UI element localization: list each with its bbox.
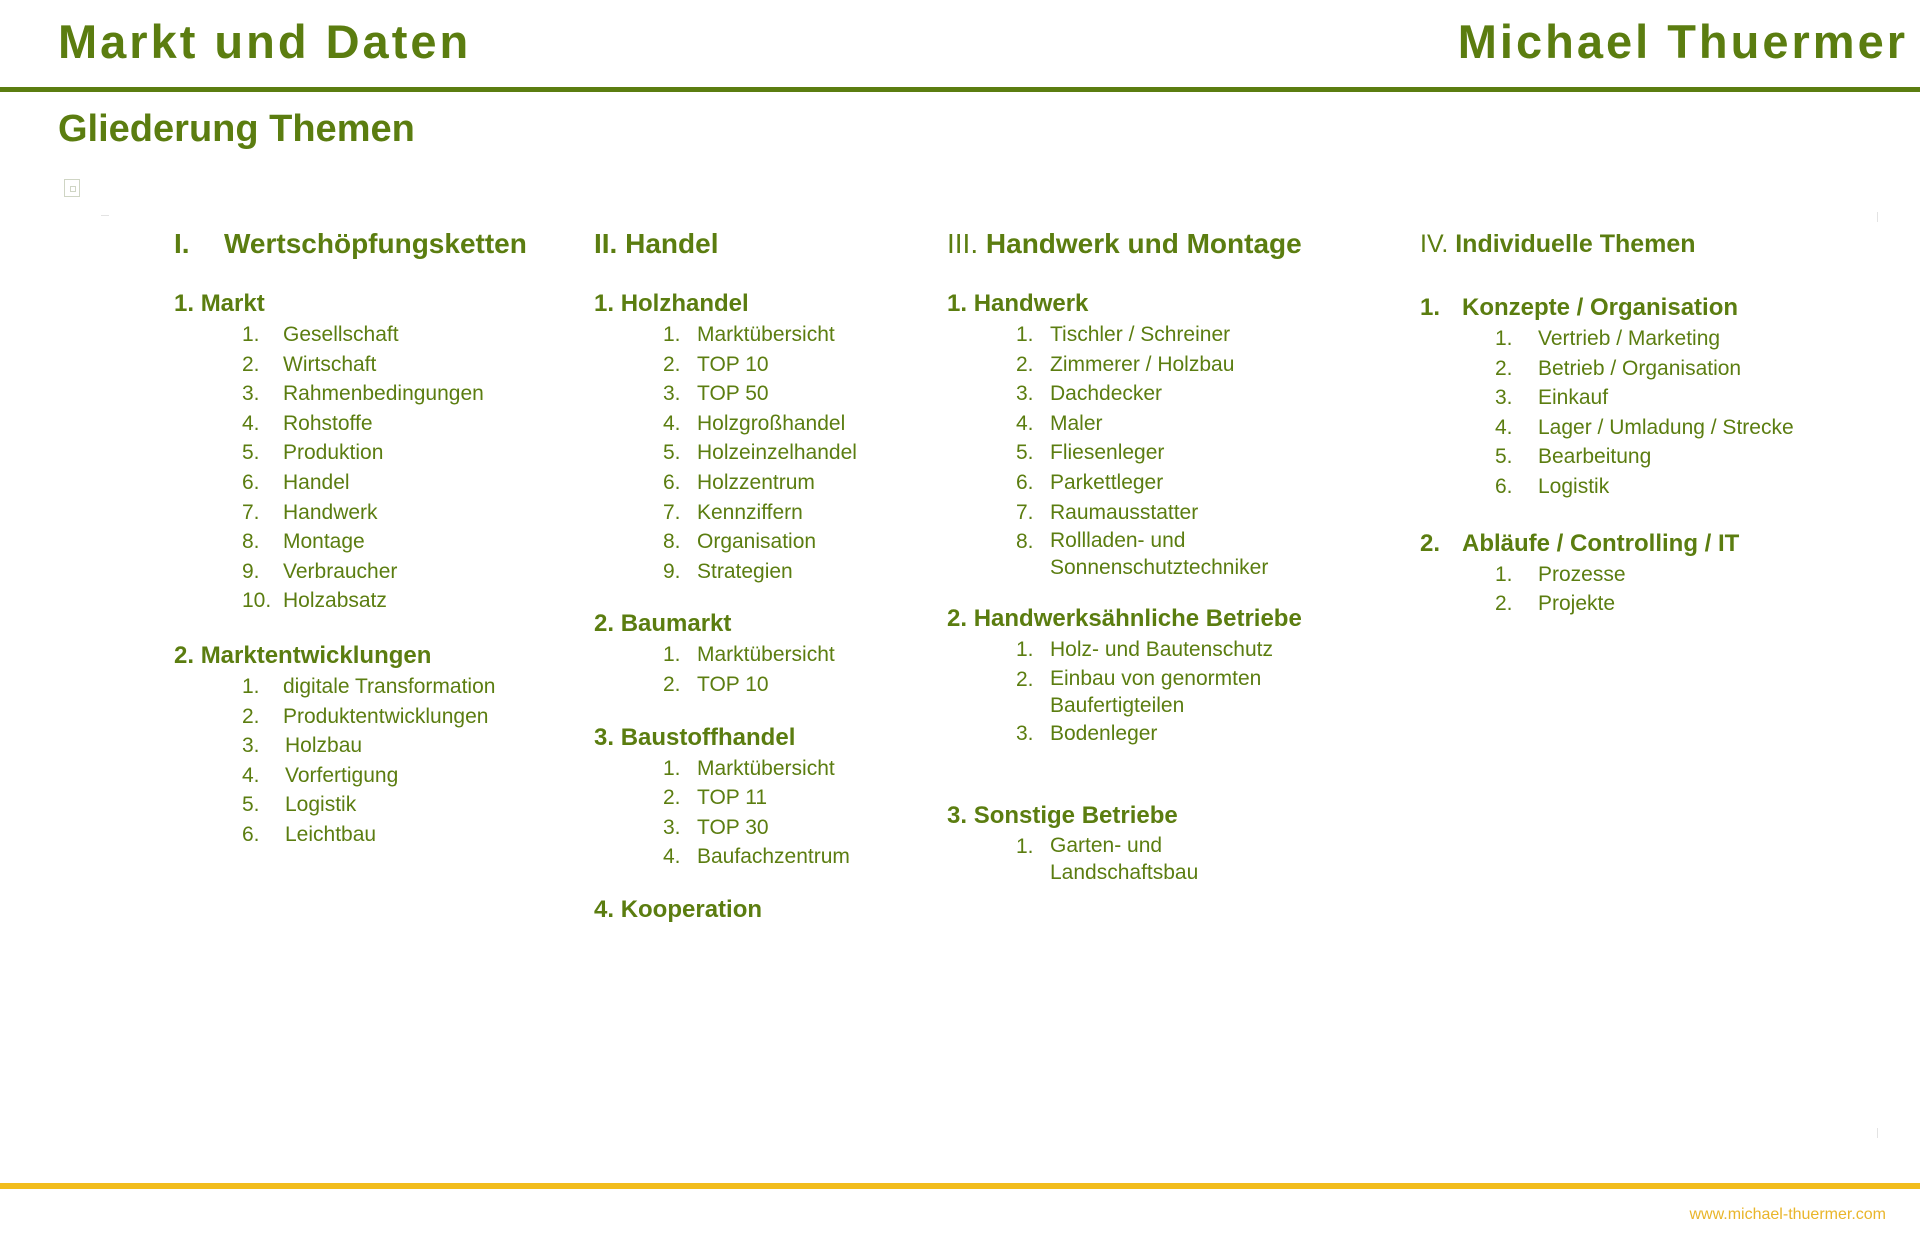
item-text: Kennziffern xyxy=(697,500,803,524)
section-sonstige-betriebe xyxy=(947,800,1302,886)
section-title xyxy=(594,608,857,640)
item-list xyxy=(1495,324,1794,502)
item-text: Strategien xyxy=(697,559,793,583)
item-text: Marktübersicht xyxy=(697,756,835,780)
item-number: 1. xyxy=(1016,638,1034,662)
section-number: 1. xyxy=(1420,294,1441,321)
section-title xyxy=(1420,292,1794,324)
column-wertschoepfungsketten xyxy=(174,224,527,850)
section-number: 4. xyxy=(594,895,615,923)
item-text: Produktion xyxy=(283,441,384,465)
item-number: 1. xyxy=(242,674,260,698)
item-text: Marktübersicht xyxy=(697,643,835,667)
section-title xyxy=(594,894,857,926)
list-item xyxy=(242,350,527,380)
list-item xyxy=(242,498,527,528)
item-number: 1. xyxy=(663,323,681,346)
list-item xyxy=(242,820,527,850)
item-text: Baufachzentrum xyxy=(697,845,850,869)
item-text: Maler xyxy=(1050,411,1103,435)
list-item xyxy=(1016,379,1302,409)
list-item xyxy=(663,557,857,587)
header-left-title: Markt und Daten xyxy=(58,15,472,68)
list-item xyxy=(663,320,857,350)
section-title xyxy=(594,722,857,754)
item-text: Einkauf xyxy=(1538,386,1609,410)
list-item xyxy=(242,468,527,498)
item-text: Logistik xyxy=(285,793,357,817)
item-text: Holzgroßhandel xyxy=(697,411,846,435)
item-text: Leichtbau xyxy=(285,822,377,846)
list-item xyxy=(663,409,857,439)
item-number: 2. xyxy=(1495,592,1513,616)
item-text: Parkettleger xyxy=(1050,470,1164,494)
item-text: Fliesenleger xyxy=(1050,441,1165,465)
item-text: Verbraucher xyxy=(283,559,398,583)
section-title xyxy=(947,800,1302,832)
section-title-text: Abläufe / Controlling / IT xyxy=(1462,529,1740,557)
section-number: 2. xyxy=(947,605,968,633)
item-text: Holzbau xyxy=(285,734,363,758)
item-list xyxy=(1495,560,1794,619)
item-number: 8. xyxy=(663,530,681,554)
column-number: III. xyxy=(947,228,979,259)
item-number: 2. xyxy=(663,672,681,696)
list-item xyxy=(242,672,527,702)
item-number: 2. xyxy=(1495,356,1513,380)
item-text: digitale Transformation xyxy=(283,674,496,698)
section-handwerksaehnliche-betriebe xyxy=(947,603,1302,748)
item-text: Betrieb / Organisation xyxy=(1538,356,1742,380)
item-number: 7. xyxy=(242,500,260,524)
item-number: 9. xyxy=(663,559,681,583)
list-item xyxy=(663,379,857,409)
item-text: TOP 10 xyxy=(697,672,769,696)
list-item xyxy=(663,350,857,380)
list-item xyxy=(663,813,857,843)
image-placeholder-icon xyxy=(64,179,80,197)
column-number: IV. xyxy=(1420,230,1449,258)
item-text: Rollladen- und Sonnenschutztechniker xyxy=(1050,529,1269,580)
item-text: Garten- und Landschaftsbau xyxy=(1050,834,1199,885)
section-title xyxy=(947,603,1302,635)
item-list xyxy=(663,320,857,586)
section-number: 2. xyxy=(1420,529,1441,557)
item-number: 6. xyxy=(1495,474,1513,498)
list-item xyxy=(1016,635,1302,665)
section-title xyxy=(594,288,857,320)
column-title-text: Handwerk und Montage xyxy=(985,228,1302,259)
list-item xyxy=(1016,468,1302,498)
item-number: 4. xyxy=(1495,415,1513,439)
item-number: 8. xyxy=(1016,530,1034,554)
section-title xyxy=(174,640,527,672)
item-number: 4. xyxy=(242,411,260,435)
item-number: 2. xyxy=(663,786,681,810)
section-title-text: Handwerk xyxy=(973,290,1089,317)
item-text: Raumausstatter xyxy=(1050,500,1199,524)
column-individuelle-themen xyxy=(1420,224,1794,619)
item-number: 4. xyxy=(663,845,681,869)
section-title xyxy=(947,288,1302,320)
item-number: 9. xyxy=(242,559,260,583)
item-number: 1. xyxy=(1016,835,1034,859)
section-ablaeufe-controlling-it xyxy=(1420,528,1794,619)
section-title-text: Markt xyxy=(200,290,265,317)
list-item xyxy=(663,527,857,557)
list-item xyxy=(663,498,857,528)
item-text: Wirtschaft xyxy=(283,352,377,376)
item-text: Holz- und Bautenschutz xyxy=(1050,638,1273,662)
item-number: 10. xyxy=(242,589,272,613)
item-number: 5. xyxy=(1495,445,1513,469)
column-title xyxy=(947,224,1302,264)
section-baumarkt xyxy=(594,608,857,699)
column-handwerk-und-montage xyxy=(947,224,1302,886)
item-text: Holzeinzelhandel xyxy=(697,441,857,465)
list-item xyxy=(242,761,527,791)
column-title-text: Wertschöpfungsketten xyxy=(224,228,527,259)
item-list xyxy=(242,320,527,616)
item-number: 4. xyxy=(663,411,681,435)
list-item xyxy=(242,731,527,761)
item-text: Projekte xyxy=(1538,592,1616,616)
item-number: 3. xyxy=(1495,386,1513,410)
item-number: 6. xyxy=(1016,470,1034,494)
column-handel xyxy=(594,224,857,926)
item-text: Holzzentrum xyxy=(697,470,815,494)
item-number: 1. xyxy=(1495,327,1513,350)
column-number: I. xyxy=(174,228,190,259)
list-item xyxy=(242,790,527,820)
item-text: Gesellschaft xyxy=(283,323,399,346)
item-number: 1. xyxy=(663,756,681,780)
item-text: Prozesse xyxy=(1538,562,1626,586)
item-text: Montage xyxy=(283,530,365,554)
item-number: 2. xyxy=(242,704,260,728)
list-item xyxy=(1495,589,1794,619)
section-title-text: Konzepte / Organisation xyxy=(1462,294,1739,321)
corner-mark-top-left xyxy=(101,215,109,216)
list-item xyxy=(1495,383,1794,413)
list-item xyxy=(1016,350,1302,380)
section-number: 1. xyxy=(594,290,615,317)
item-text: TOP 30 xyxy=(697,815,769,839)
item-number: 2. xyxy=(663,352,681,376)
column-title xyxy=(594,224,857,264)
item-number: 2. xyxy=(1016,667,1034,691)
item-list xyxy=(663,754,857,872)
column-title-text: Handel xyxy=(625,228,719,259)
item-number: 2. xyxy=(1016,352,1034,376)
item-number: 3. xyxy=(242,734,260,758)
item-number: 3. xyxy=(663,815,681,839)
list-item xyxy=(663,783,857,813)
item-text: TOP 50 xyxy=(697,382,769,406)
list-item xyxy=(1495,354,1794,384)
item-number: 5. xyxy=(242,441,260,465)
list-item xyxy=(242,438,527,468)
item-text: Bodenleger xyxy=(1050,721,1158,745)
item-text: Vorfertigung xyxy=(285,763,399,787)
item-number: 1. xyxy=(242,323,260,346)
corner-mark-top-right xyxy=(1877,212,1878,222)
list-item xyxy=(663,842,857,872)
item-number: 8. xyxy=(242,530,260,554)
item-list xyxy=(242,672,527,850)
item-text: Einbau von genormten Baufertigteilen xyxy=(1050,666,1262,717)
list-item xyxy=(1495,413,1794,443)
item-number: 6. xyxy=(242,822,260,846)
item-number: 5. xyxy=(242,793,260,817)
item-number: 7. xyxy=(663,500,681,524)
item-text: Rohstoffe xyxy=(283,411,373,435)
column-title xyxy=(174,224,527,264)
section-number: 3. xyxy=(594,723,615,751)
section-title xyxy=(174,288,527,320)
list-item xyxy=(1016,665,1302,719)
list-item xyxy=(1495,442,1794,472)
list-item xyxy=(663,640,857,670)
item-text: Organisation xyxy=(697,530,817,554)
list-item xyxy=(242,320,527,350)
item-text: Dachdecker xyxy=(1050,382,1163,406)
section-baustoffhandel xyxy=(594,722,857,872)
section-title xyxy=(1420,528,1794,560)
item-text: Holzabsatz xyxy=(283,589,387,613)
header-right-title: Michael Thuermer xyxy=(1457,15,1908,68)
item-number: 1. xyxy=(663,643,681,667)
list-item xyxy=(242,702,527,732)
section-title-text: Sonstige Betriebe xyxy=(973,802,1178,830)
list-item xyxy=(1495,472,1794,502)
column-title xyxy=(1420,224,1794,264)
item-text: Handel xyxy=(283,470,350,494)
item-number: 5. xyxy=(663,441,681,465)
item-text: Bearbeitung xyxy=(1538,445,1652,469)
item-number: 4. xyxy=(242,763,260,787)
item-number: 3. xyxy=(1016,721,1034,745)
item-text: Logistik xyxy=(1538,474,1610,498)
item-number: 3. xyxy=(1016,382,1034,406)
list-item xyxy=(242,557,527,587)
header-divider xyxy=(0,87,1920,92)
column-number: II. xyxy=(594,228,618,259)
item-text: Marktübersicht xyxy=(697,323,835,346)
section-marktentwicklungen xyxy=(174,640,527,850)
list-item xyxy=(1495,324,1794,354)
section-holzhandel xyxy=(594,288,857,586)
item-number: 1. xyxy=(1495,562,1513,586)
section-number: 1. xyxy=(947,290,968,317)
item-number: 5. xyxy=(1016,441,1034,465)
list-item xyxy=(1495,560,1794,590)
section-title-text: Baumarkt xyxy=(620,610,732,638)
list-item xyxy=(1016,320,1302,350)
item-text: Zimmerer / Holzbau xyxy=(1050,352,1235,376)
item-number: 1. xyxy=(1016,323,1034,346)
section-title-text: Marktentwicklungen xyxy=(200,641,432,669)
list-item xyxy=(663,438,857,468)
item-number: 4. xyxy=(1016,411,1034,435)
item-list xyxy=(663,640,857,699)
section-number: 3. xyxy=(947,802,968,830)
item-text: Rahmenbedingungen xyxy=(283,382,484,406)
item-number: 2. xyxy=(242,352,260,376)
list-item xyxy=(1016,409,1302,439)
corner-mark-bottom-right xyxy=(1877,1128,1878,1138)
list-item xyxy=(242,527,527,557)
section-kooperation xyxy=(594,894,857,926)
section-handwerk xyxy=(947,288,1302,581)
list-item xyxy=(663,468,857,498)
page-title: Gliederung Themen xyxy=(58,108,415,150)
list-item xyxy=(242,586,527,616)
item-text: Tischler / Schreiner xyxy=(1050,323,1231,346)
list-item xyxy=(242,379,527,409)
list-item xyxy=(1016,719,1302,749)
item-text: TOP 11 xyxy=(697,786,768,810)
section-title-text: Kooperation xyxy=(620,895,763,923)
section-title-text: Baustoffhandel xyxy=(620,723,796,751)
item-text: Lager / Umladung / Strecke xyxy=(1538,415,1794,439)
footer-divider xyxy=(0,1183,1920,1189)
item-number: 6. xyxy=(663,470,681,494)
list-item xyxy=(1016,438,1302,468)
list-item xyxy=(242,409,527,439)
item-text: Handwerk xyxy=(283,500,378,524)
item-text: TOP 10 xyxy=(697,352,769,376)
section-number: 1. xyxy=(174,290,195,317)
list-item xyxy=(1016,527,1302,581)
item-list xyxy=(1016,832,1302,886)
item-text: Vertrieb / Marketing xyxy=(1538,327,1721,350)
section-title-text: Holzhandel xyxy=(620,290,749,317)
section-title-text: Handwerksähnliche Betriebe xyxy=(973,605,1302,633)
list-item xyxy=(1016,498,1302,528)
item-list xyxy=(1016,635,1302,748)
item-number: 3. xyxy=(663,382,681,406)
section-konzepte-organisation xyxy=(1420,292,1794,502)
list-item xyxy=(663,754,857,784)
item-list xyxy=(1016,320,1302,581)
section-number: 2. xyxy=(174,641,195,669)
column-title-text: Individuelle Themen xyxy=(1455,230,1696,258)
section-markt xyxy=(174,288,527,616)
item-number: 7. xyxy=(1016,500,1034,524)
footer-website-link[interactable]: www.michael-thuermer.com xyxy=(1689,1206,1886,1223)
section-number: 2. xyxy=(594,610,615,638)
item-text: Produktentwicklungen xyxy=(283,704,489,728)
item-number: 3. xyxy=(242,382,260,406)
list-item xyxy=(663,670,857,700)
list-item xyxy=(1016,832,1302,886)
item-number: 6. xyxy=(242,470,260,494)
